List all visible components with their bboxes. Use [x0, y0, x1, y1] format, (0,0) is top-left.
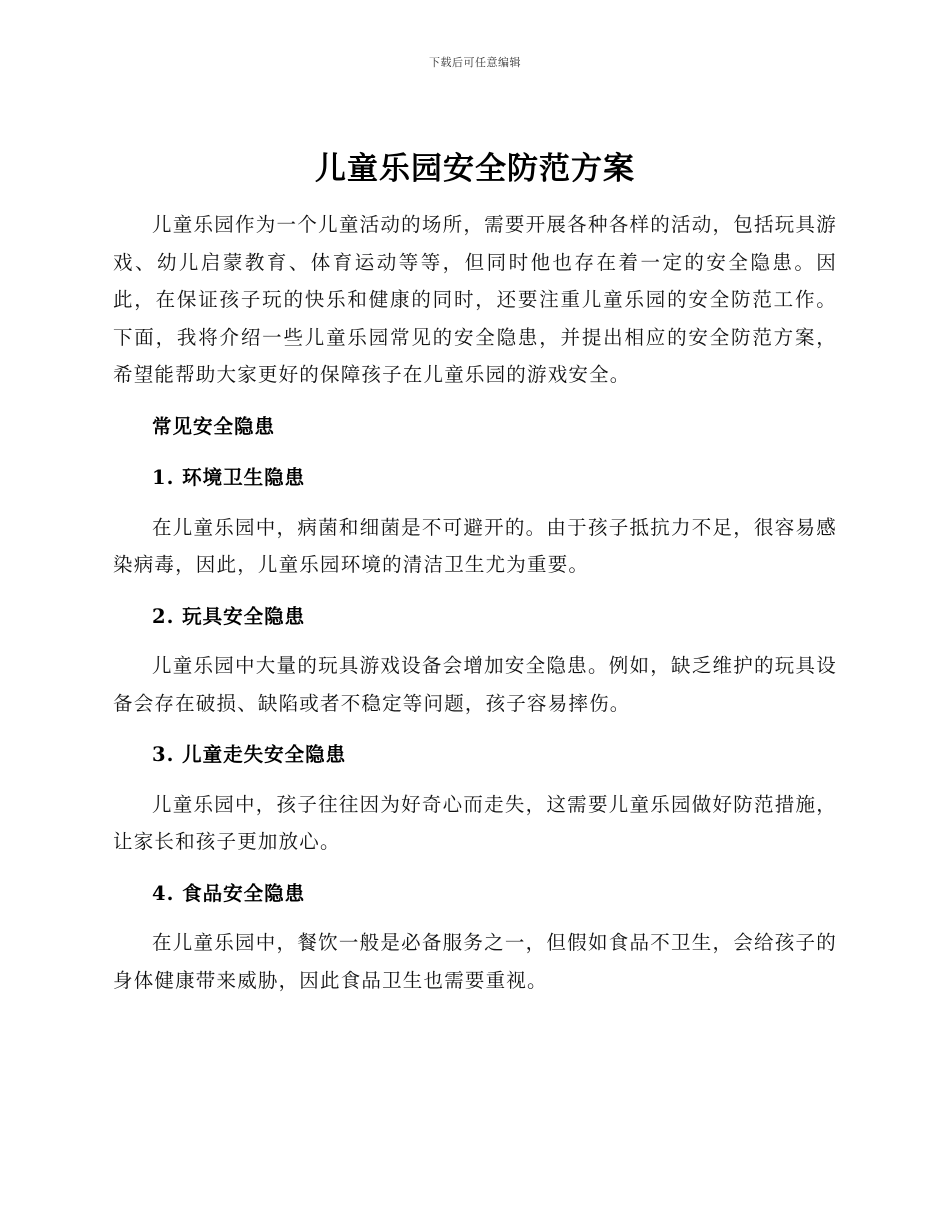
header-note: 下载后可任意编辑 [429, 56, 521, 69]
section-heading: 常见安全隐患 [152, 414, 276, 438]
item-heading-toys: 2. 玩具安全隐患 [152, 604, 306, 628]
item-body-lost-child: 儿童乐园中，孩子往往因为好奇心而走失，这需要儿童乐园做好防范措施，让家长和孩子更加放心。 [113, 792, 837, 853]
item-body-toys: 儿童乐园中大量的玩具游戏设备会增加安全隐患。例如，缺乏维护的玩具设备会存在破损、缺陷或者不稳定等问题，孩子容易摔伤。 [113, 654, 837, 715]
page-title: 儿童乐园安全防范方案 [315, 151, 635, 187]
item-body-hygiene: 在儿童乐园中，病菌和细菌是不可避开的。由于孩子抵抗力不足，很容易感染病毒，因此，儿童乐园环境的清洁卫生尤为重要。 [113, 515, 837, 576]
item-body-food: 在儿童乐园中，餐饮一般是必备服务之一，但假如食品不卫生，会给孩子的身体健康带来威胁，因此食品卫生也需要重视。 [113, 931, 837, 992]
intro-paragraph: 儿童乐园作为一个儿童活动的场所，需要开展各种各样的活动，包括玩具游戏、幼儿启蒙教育、体育运动等等，但同时他也存在着一定的安全隐患。因此，在保证孩子玩的快乐和健康的同时，还要注重儿童乐园的安全防范工作。下面，我将介绍一些儿童乐园常见的安全隐患，并提出相应的安全防范方案，希望能帮助大家更好的保障孩子在儿童乐园的游戏安全。 [113, 213, 837, 386]
document-body [113, 146, 837, 999]
item-heading-lost-child: 3. 儿童走失安全隐患 [152, 743, 347, 766]
item-heading-food: 4. 食品安全隐患 [152, 881, 306, 905]
item-heading-hygiene: 1. 环境卫生隐患 [152, 466, 306, 489]
